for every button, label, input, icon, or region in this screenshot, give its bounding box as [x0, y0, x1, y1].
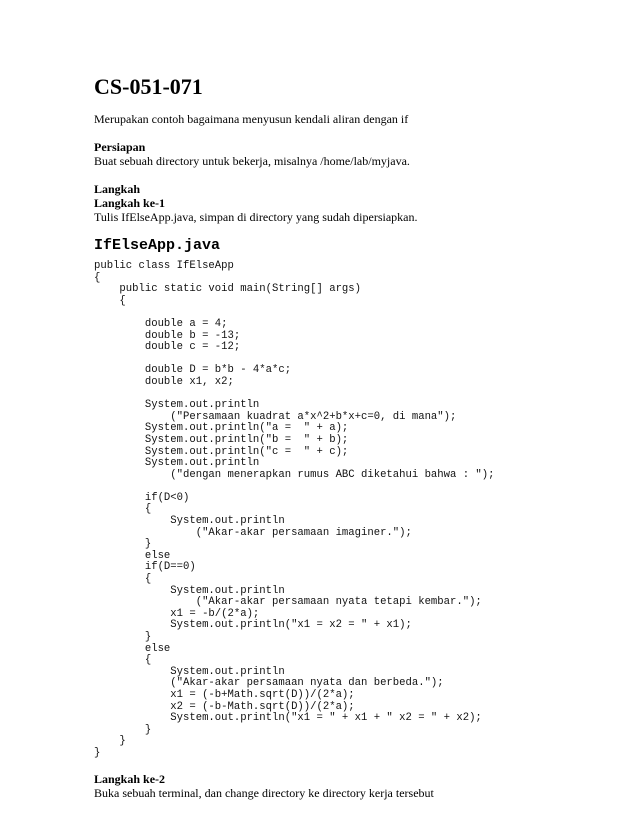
step1-heading: Langkah ke-1 — [94, 196, 166, 210]
code-line: System.out.println("a = " + a); — [94, 422, 349, 435]
code-line: ("Akar-akar persamaan nyata tetapi kembar."); — [94, 596, 482, 609]
document-title: CS-051-071 — [94, 74, 203, 99]
step2-heading: Langkah ke-2 — [94, 771, 166, 786]
code-line: x1 = (-b+Math.sqrt(D))/(2*a); — [94, 688, 355, 701]
code-line: System.out.println("b = " + b); — [94, 433, 349, 446]
code-line: if(D==0) — [94, 561, 196, 574]
code-line: double c = -12; — [94, 341, 241, 354]
code-line: System.out.println — [94, 399, 260, 412]
code-line: ("Akar-akar persamaan imaginer."); — [94, 526, 412, 539]
code-line: public static void main(String[] args) — [94, 283, 362, 296]
code-line: ("Persamaan kuadrat a*x^2+b*x+c=0, di mana"); — [94, 410, 457, 423]
code-line: } — [94, 538, 152, 551]
code-line: ("dengan menerapkan rumus ABC diketahui bahwa : "); — [94, 468, 495, 481]
code-line: double x1, x2; — [94, 375, 234, 388]
code-line: System.out.println — [94, 515, 285, 528]
code-line: { — [94, 503, 152, 516]
step1-text: Tulis IfElseApp.java, simpan di directory yang sudah dipersiapkan. — [94, 210, 418, 224]
code-line: } — [94, 723, 152, 736]
persiapan-text: Buat sebuah directory untuk bekerja, misalnya /home/lab/myjava. — [94, 154, 410, 168]
code-filename: IfElseApp.java — [94, 237, 221, 254]
code-line: { — [94, 654, 152, 667]
code-line: System.out.println — [94, 665, 285, 678]
code-line: double a = 4; — [94, 317, 228, 330]
code-line: ("Akar-akar persamaan nyata dan berbeda."); — [94, 677, 444, 690]
code-line: { — [94, 573, 152, 586]
code-block — [94, 261, 614, 760]
code-line: System.out.println("c = " + c); — [94, 445, 349, 458]
code-line: x1 = -b/(2*a); — [94, 607, 260, 620]
code-line: if(D<0) — [94, 491, 190, 504]
code-line: else — [94, 642, 171, 655]
code-line: x2 = (-b-Math.sqrt(D))/(2*a); — [94, 700, 355, 713]
code-line: else — [94, 549, 171, 562]
code-line: System.out.println("x1 = x2 = " + x1); — [94, 619, 412, 632]
step2-text: Buka sebuah terminal, dan change directory ke directory kerja tersebut — [94, 785, 434, 800]
document-page — [94, 74, 614, 800]
code-line: System.out.println — [94, 457, 260, 470]
code-line: } — [94, 746, 101, 759]
code-line: { — [94, 271, 101, 284]
code-line: double b = -13; — [94, 329, 241, 342]
code-line: public class IfElseApp — [94, 260, 234, 272]
code-line: } — [94, 631, 152, 643]
code-line: { — [94, 294, 126, 307]
persiapan-heading: Persiapan — [94, 140, 146, 154]
intro-text: Merupakan contoh bagaimana menyusun kendali aliran dengan if — [94, 112, 409, 126]
code-line: } — [94, 735, 126, 748]
code-line: double D = b*b - 4*a*c; — [94, 364, 292, 377]
langkah-heading: Langkah — [94, 182, 141, 196]
code-line: System.out.println("x1 = " + x1 + " x2 = " + x2); — [94, 712, 482, 725]
code-line: System.out.println — [94, 584, 285, 597]
